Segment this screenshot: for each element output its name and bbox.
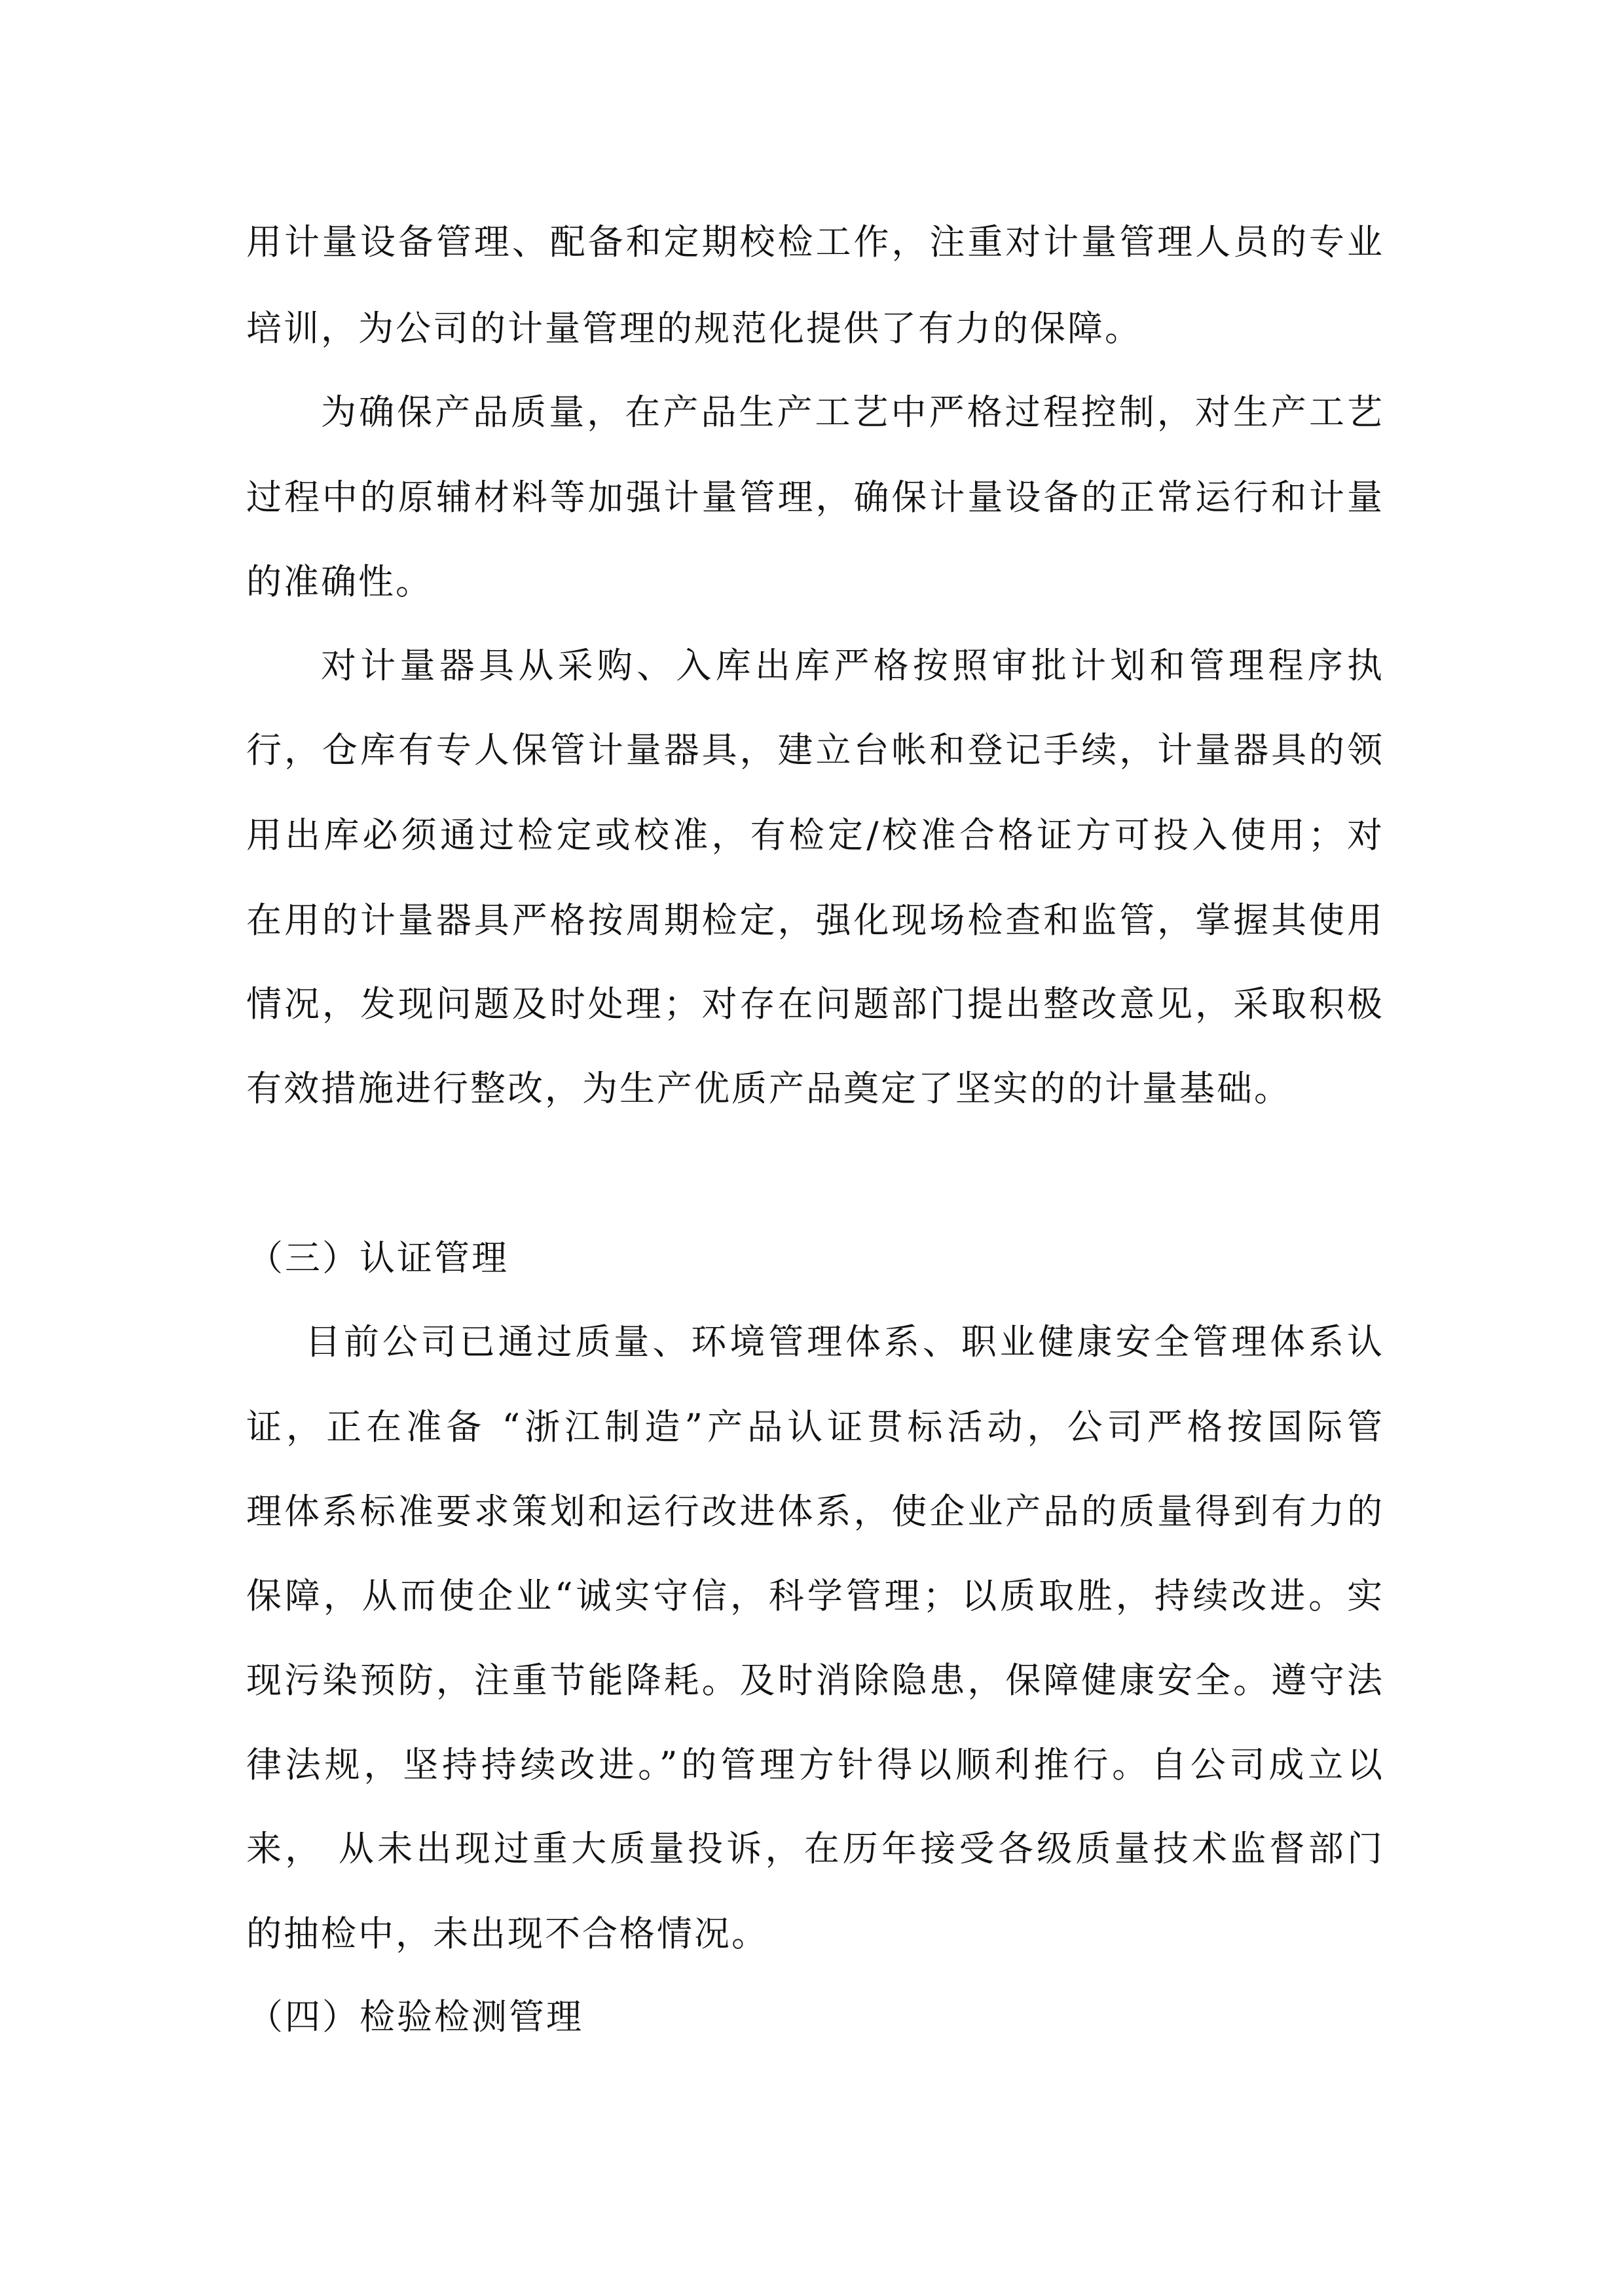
- paragraph-3-line-2: 行，仓库有专人保管计量器具，建立台帐和登记手续，计量器具的领: [246, 729, 1384, 771]
- paragraph-3-line-4: 在用的计量器具严格按周期检定，强化现场检查和监管，掌握其使用: [246, 900, 1384, 941]
- section-3-line-6: 律法规，坚持持续改进。”的管理方针得以顺利推行。自公司成立以: [246, 1744, 1384, 1785]
- section-3-line-4: 保障，从而使企业“诚实守信，科学管理；以质取胜，持续改进。实: [246, 1575, 1384, 1616]
- paragraph-1-line-1: 用计量设备管理、配备和定期校检工作，注重对计量管理人员的专业: [246, 221, 1384, 263]
- paragraph-3-line-5: 情况，发现问题及时处理；对存在问题部门提出整改意见，采取积极: [246, 983, 1384, 1025]
- paragraph-2-line-2: 过程中的原辅材料等加强计量管理，确保计量设备的正常运行和计量: [246, 477, 1384, 518]
- paragraph-3-line-3: 用出库必须通过检定或校准，有检定/校准合格证方可投入使用；对: [246, 814, 1384, 856]
- section-3-line-2: 证，正在准备 “浙江制造”产品认证贯标活动，公司严格按国际管: [246, 1406, 1384, 1448]
- section-3-line-7: 来， 从未出现过重大质量投诉，在历年接受各级质量技术监督部门: [246, 1828, 1384, 1869]
- section-3-line-5: 现污染预防，注重节能降耗。及时消除隐患，保障健康安全。遵守法: [246, 1660, 1384, 1701]
- section-3-heading: （三）认证管理: [248, 1237, 509, 1279]
- section-3-line-8: 的抽检中，未出现不合格情况。: [246, 1913, 769, 1954]
- paragraph-2-line-1: 为确保产品质量，在产品生产工艺中严格过程控制，对生产工艺: [321, 392, 1384, 433]
- paragraph-3-line-6: 有效措施进行整改，为生产优质产品奠定了坚实的的计量基础。: [246, 1068, 1291, 1109]
- section-3-line-3: 理体系标准要求策划和运行改进体系，使企业产品的质量得到有力的: [246, 1491, 1384, 1532]
- paragraph-1-line-2: 培训，为公司的计量管理的规范化提供了有力的保障。: [246, 308, 1142, 349]
- paragraph-2-line-3: 的准确性。: [246, 561, 433, 602]
- section-3-line-1: 目前公司已通过质量、环境管理体系、职业健康安全管理体系认: [305, 1321, 1384, 1362]
- section-4-heading: （四）检验检测管理: [248, 1996, 583, 2037]
- paragraph-3-line-1: 对计量器具从采购、入库出库严格按照审批计划和管理程序执: [321, 645, 1384, 686]
